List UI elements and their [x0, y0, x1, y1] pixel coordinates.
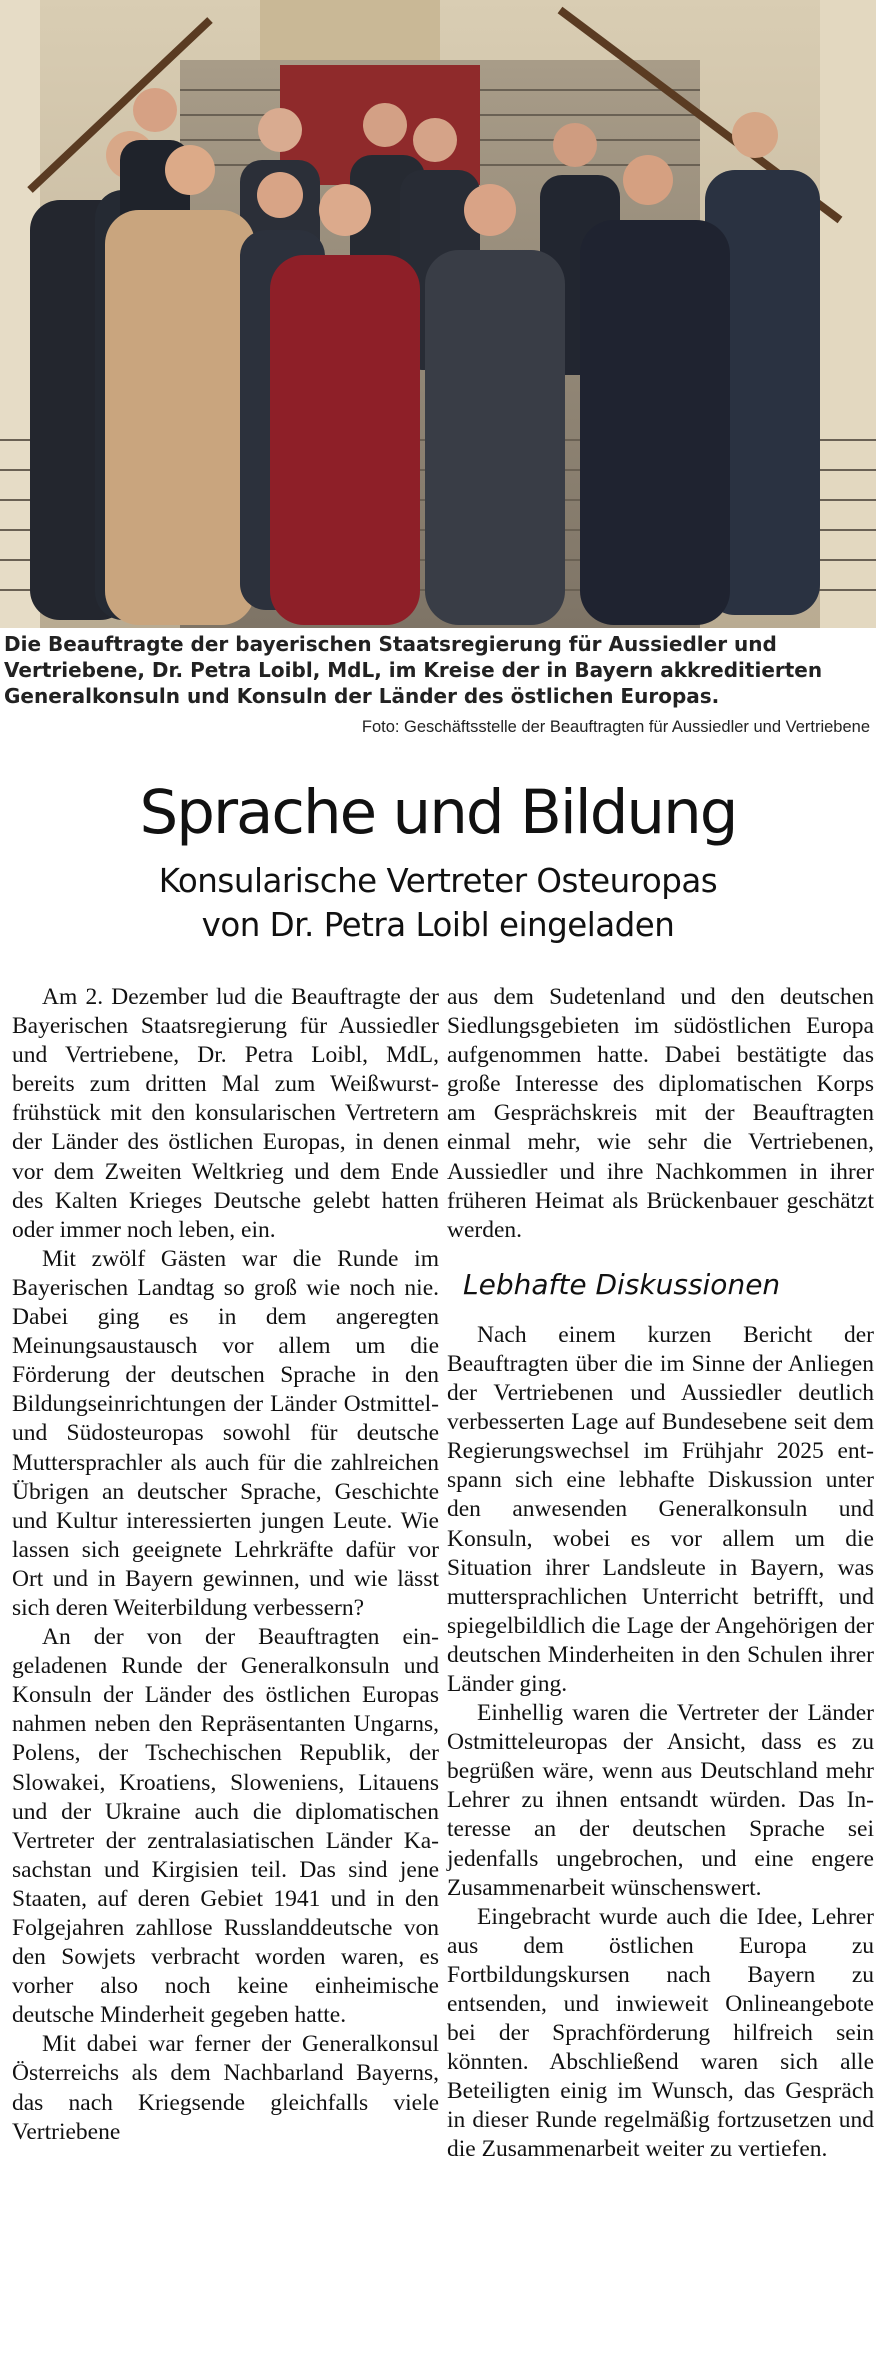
subheadline-line-1: Konsularische Vertreter Osteuropas — [158, 862, 718, 900]
subheadline-line-2: von Dr. Petra Loibl eingeladen — [201, 906, 675, 944]
paragraph: Mit dabei war ferner der Generalkonsul Österreichs als dem Nachbarland Bayerns, das nach Kriegsende gleichfalls viele Vertriebene — [12, 2031, 439, 2145]
paragraph: Eingebracht wurde auch die Idee, Lehrer aus dem östlichen Europa zu Fortbildungskursen nach Bayern zu entsenden, und inwieweit Onlineangebote bei der Sprachförderung hilfreich sein könnten. Abschließend waren sich alle Beteiligten einig im Wunsch, das Gespräch in dieser Runde regelmäßig fortzusetzen und die Zusammenarbeit weiter zu vertiefen. — [447, 1903, 874, 2163]
paragraph: Am 2. Dezember lud die Beauftragte der Bayerischen Staatsregierung für Aussiedler und Vertriebene, Dr. Petra Loibl, MdL, bereits zum dritten Mal zum Weißwurstfrühstück mit den konsularischen Vertretern der Länder des östlichen Europas, in denen vor dem Zweiten Weltkrieg und dem Ende des Kalten Krieges Deutsche gelebt hatten oder immer noch leben, ein. — [12, 984, 439, 1243]
paragraph: Mit zwölf Gästen war die Runde im Bayerischen Landtag so groß wie noch nie. Dabei ging es in dem angeregten Meinungsaustausch vor allem um die Förderung der deutschen Sprache in den Bildungseinrichtungen der Länder Ostmittel- und Südosteuropas sowohl für deutsche Muttersprachler als auch für die zahlreichen Übrigen an deutscher Sprache, Geschichte und Kultur interessierten jungen Leute. Wie lassen sich geeignete Lehrkräfte dafür vor Ort und in Bayern gewinnen, und wie lässt sich deren Weiterbildung verbessern? — [12, 1245, 439, 1621]
paragraph: Einhellig waren die Vertreter der Länder Ostmitteleuropas der Ansicht, dass es zu begrüßen wäre, wenn aus Deutschland mehr Lehrer zu ihnen entsandt würden. Das Interesse an der deutschen Sprache sei jedenfalls ungebrochen, und eine engere Zusammenarbeit wünschenswert. — [447, 1700, 874, 1901]
paragraph: Nach einem kurzen Bericht der Beauftragten über die im Sinne der Anliegen der Vertriebenen und Aussiedler deutlich verbesserten Lage auf Bundesebene seit dem Regierungswechsel im Frühjahr 2025 entspann sich eine lebhafte Diskussion unter den anwesenden Generalkonsuln und Konsuln, wobei es vor allem um die Situation ihrer Landsleute in Bayern, was muttersprachlichen Unterricht betrifft, und spiegelbildlich die Lage der Angehörigen der deutschen Minderheiten in den Schulen ihrer Länder ging. — [447, 1321, 874, 1697]
photo-credit: Foto: Geschäftsstelle der Beauftragten für Aussiedler und Vertriebene — [361, 718, 870, 736]
paragraph-continued: aus dem Sudetenland und den deutschen Siedlungsgebieten im südöstlichen Europa aufgenommen hatte. Dabei bestätigte das große Interesse des diplomatischen Korps am Gesprächskreis mit der Beauftragten einmal mehr, wie sehr die Vertriebenen, Aussiedler und ihre Nachkommen in ihrer früheren Heimat als Brückenbauer geschätzt werden. — [447, 984, 874, 1243]
group-photo — [0, 0, 876, 628]
headline: Sprache und Bildung — [139, 777, 737, 848]
subheadline — [0, 859, 876, 947]
article-column-right — [447, 983, 874, 2165]
article-column-left — [12, 983, 439, 2147]
paragraph: An der von der Beauftragten eingeladenen Runde der Generalkonsuln und Konsuln der Länder des östlichen Europas nahmen neben den Repräsentanten Ungarns, Polens, der Tschechischen Republik, der Slowakei, Kroatiens, Sloweniens, Litauens und der Ukraine auch die diplomatischen Vertreter der zentralasiatischen Länder Kasachstan und Kirgisien teil. Das sind jene Staaten, auf deren Gebiet 1941 und in den Folgejahren zahllose Russlanddeutsche von den Sowjets verbracht worden waren, es vorher also noch keine einheimische deutsche Minderheit gegeben hatte. — [12, 1624, 439, 2029]
photo-caption: Die Beauftragte der bayerischen Staatsregierung für Aussiedler und Vertriebene, Dr. Petra Loibl, MdL, im Kreise der in Bayern akkreditierten Generalkonsuln und Konsuln der Länder des östlichen Europas. — [4, 632, 823, 708]
section-heading: Lebhafte Diskussionen — [463, 1267, 781, 1301]
